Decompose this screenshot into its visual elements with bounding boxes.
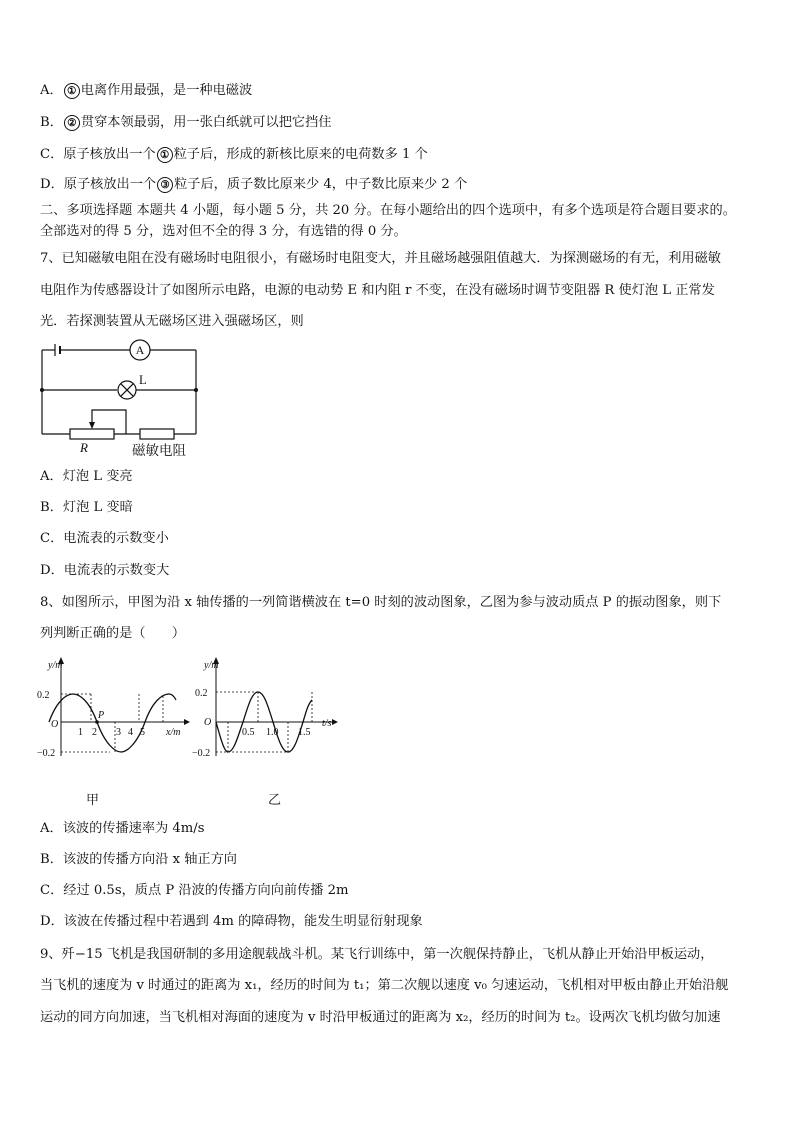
- magnetoresistor-symbol: [140, 429, 174, 439]
- origin-label: O: [204, 717, 212, 728]
- y-tick-top: 0.2: [195, 688, 208, 699]
- q7-stem-line3: 光．若探测装置从无磁场区进入强磁场区，则: [40, 314, 304, 329]
- x-tick: 5: [140, 727, 145, 738]
- q8-option-c: C．经过 0.5s，质点 P 沿波的传播方向向前传播 2m: [40, 883, 349, 898]
- x-tick: 1.0: [266, 727, 279, 738]
- option-text: 粒子后，形成的新核比原来的电荷数多 1 个: [173, 147, 428, 162]
- option-text-pre: 原子核放出一个: [63, 147, 156, 162]
- option-text-pre: 原子核放出一个: [63, 177, 157, 192]
- rheostat-symbol: [70, 429, 114, 439]
- x-tick: 2: [92, 727, 97, 738]
- origin-label: O: [51, 719, 59, 730]
- q6-option-a: [40, 82, 252, 100]
- x-axis-label: x/m: [166, 727, 181, 738]
- option-text: 电离作用最强，是一种电磁波: [80, 83, 253, 98]
- x-tick: 1: [78, 727, 83, 738]
- point-p-label: P: [98, 710, 105, 721]
- q8-stem-line2: 列判断正确的是（ ）: [40, 626, 186, 641]
- option-label: C．: [40, 147, 64, 162]
- q8-option-b: B．该波的传播方向沿 x 轴正方向: [40, 852, 237, 867]
- circuit-diagram: [30, 334, 210, 462]
- ammeter-label: A: [135, 343, 145, 357]
- y-tick-bottom: −0.2: [192, 748, 211, 759]
- graph-caption: 甲: [86, 792, 100, 807]
- y-tick-bottom: −0.2: [37, 748, 56, 759]
- graph-caption: 乙: [268, 792, 282, 807]
- wave-graph-jia: [36, 656, 196, 808]
- x-tick: 1.5: [298, 727, 311, 738]
- q7-option-b: B．灯泡 L 变暗: [40, 500, 133, 515]
- x-tick: 4: [128, 727, 133, 738]
- q6-option-c: [40, 146, 428, 164]
- option-label: B．: [40, 115, 63, 130]
- q6-option-d: [40, 176, 467, 194]
- option-label: D．: [40, 177, 64, 192]
- q7-option-c: C．电流表的示数变小: [40, 531, 169, 546]
- q9-stem-line3: 运动的同方向加速，当飞机相对海面的速度为 v 时沿甲板通过的距离为 x₂，经历的时间为 t₂。设两次飞机均做匀加速: [40, 1010, 721, 1025]
- lamp-label: L: [139, 373, 147, 387]
- q7-stem-line1: 7、已知磁敏电阻在没有磁场时电阻很小，有磁场时电阻变大，并且磁场越强阻值越大．为探测磁场的有无，利用磁敏: [40, 251, 721, 266]
- rheostat-label: R: [80, 440, 88, 455]
- q7-option-d: D．电流表的示数变大: [40, 563, 170, 578]
- q7-stem-line2: 电阻作为传感器设计了如图所示电路，电源的电动势 E 和内阻 r 不变，在没有磁场时调节变阻器 R 使灯泡 L 正常发: [40, 283, 715, 298]
- circled-number: ②: [64, 115, 80, 131]
- q8-stem-line1: 8、如图所示，甲图为沿 x 轴传播的一列简谐横波在 t=0 时刻的波动图象，乙图为参与波动质点 P 的振动图象，则下: [40, 595, 722, 610]
- circled-number: ③: [157, 177, 173, 193]
- y-axis-label: y/m: [48, 660, 63, 671]
- q7-option-a: A．灯泡 L 变亮: [40, 469, 133, 484]
- y-axis-label: y/m: [204, 660, 219, 671]
- vibration-graph-yi: [192, 656, 346, 808]
- circled-number: ①: [64, 83, 80, 99]
- q9-stem-line1: 9、歼−15 飞机是我国研制的多用途舰载战斗机。某飞行训练中，第一次舰保持静止，飞机从静止开始沿甲板运动，: [40, 947, 714, 962]
- option-label: A．: [40, 83, 63, 98]
- y-tick-top: 0.2: [37, 690, 50, 701]
- q6-option-b: [40, 114, 331, 132]
- x-tick: 0.5: [242, 727, 255, 738]
- x-tick: 3: [116, 727, 121, 738]
- circled-number: ①: [157, 147, 173, 163]
- q8-option-a: A．该波的传播速率为 4m/s: [40, 821, 205, 836]
- section-heading: 二、多项选择题 本题共 4 小题，每小题 5 分，共 20 分。在每小题给出的四个选项中，有多个选项是符合题目要求的。: [40, 203, 736, 218]
- section-instructions: 全部选对的得 5 分，选对但不全的得 3 分，有选错的得 0 分。: [40, 224, 407, 239]
- option-text: 贯穿本领最弱，用一张白纸就可以把它挡住: [80, 115, 332, 130]
- sensor-label: 磁敏电阻: [132, 443, 186, 458]
- option-text: 粒子后，质子数比原来少 4，中子数比原来少 2 个: [174, 177, 468, 192]
- x-axis-label: t/s: [322, 718, 332, 729]
- q8-option-d: D．该波在传播过程中若遇到 4m 的障碍物，能发生明显衍射现象: [40, 914, 423, 929]
- q9-stem-line2: 当飞机的速度为 v 时通过的距离为 x₁，经历的时间为 t₁；第二次舰以速度 v₀ 匀速运动，飞机相对甲板由静止开始沿舰: [40, 978, 729, 993]
